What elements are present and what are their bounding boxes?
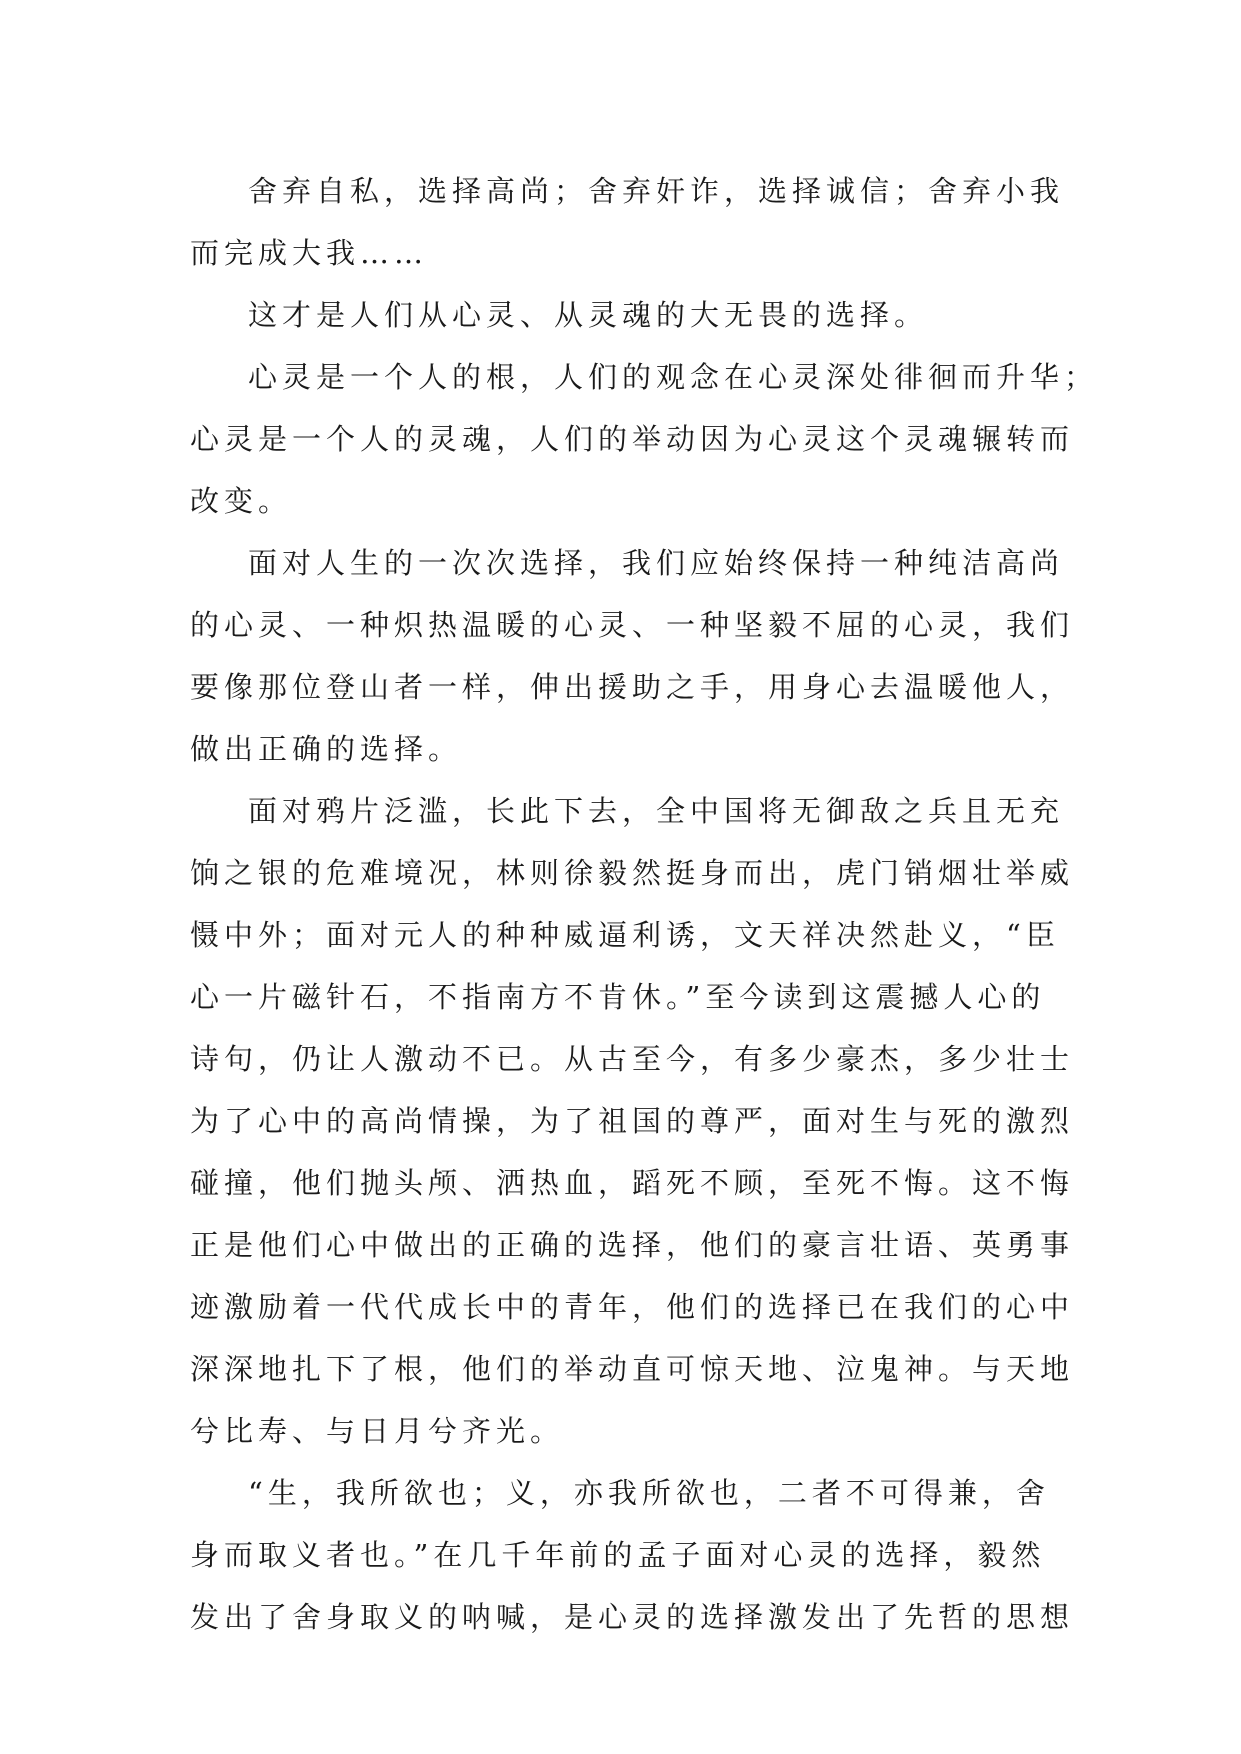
- paragraph-5: [190, 780, 1075, 1462]
- paragraph-line: 面对人生的一次次选择，我们应始终保持一种纯洁高尚: [248, 546, 1065, 580]
- paragraph-line: 这才是人们从心灵、从灵魂的大无畏的选择。: [248, 298, 929, 332]
- paragraph-6: [190, 1462, 1075, 1648]
- paragraph-line: 舍弃自私，选择高尚；舍弃奸诈，选择诚信；舍弃小我: [248, 174, 1065, 208]
- paragraph-line: 为了心中的高尚情操，为了祖国的尊严，面对生与死的激烈: [190, 1104, 1075, 1138]
- paragraph-line: 兮比寿、与日月兮齐光。: [190, 1414, 565, 1448]
- paragraph-line: 改变。: [190, 484, 293, 518]
- paragraph-line: 面对鸦片泛滥，长此下去，全中国将无御敌之兵且无充: [248, 794, 1065, 828]
- paragraph-4: [190, 532, 1075, 780]
- paragraph-line: 心一片磁针石，不指南方不肯休。”至今读到这震撼人心的: [190, 980, 1046, 1014]
- paragraph-line: 做出正确的选择。: [190, 732, 463, 766]
- paragraph-line: 心灵是一个人的根，人们的观念在心灵深处徘徊而升华；: [248, 360, 1099, 394]
- paragraph-line: 饷之银的危难境况，林则徐毅然挺身而出，虎门销烟壮举威: [190, 856, 1075, 890]
- paragraph-line: 正是他们心中做出的正确的选择，他们的豪言壮语、英勇事: [190, 1228, 1075, 1262]
- paragraph-line: 碰撞，他们抛头颅、洒热血，蹈死不顾，至死不悔。这不悔: [190, 1166, 1075, 1200]
- paragraph-3: [190, 346, 1099, 532]
- paragraph-1: [190, 160, 1065, 284]
- paragraph-line: 迹激励着一代代成长中的青年，他们的选择已在我们的心中: [190, 1290, 1075, 1324]
- paragraph-line: 而完成大我……: [190, 236, 429, 270]
- paragraph-line: 心灵是一个人的灵魂，人们的举动因为心灵这个灵魂辗转而: [190, 422, 1075, 456]
- document-body: [190, 160, 1099, 1648]
- paragraph-line: “生，我所欲也；义，亦我所欲也，二者不可得兼，舍: [248, 1476, 1050, 1510]
- paragraph-line: 深深地扎下了根，他们的举动直可惊天地、泣鬼神。与天地: [190, 1352, 1075, 1386]
- paragraph-2: [190, 284, 1050, 346]
- paragraph-line: 慑中外；面对元人的种种威逼利诱，文天祥决然赴义，“臣: [190, 918, 1060, 952]
- paragraph-line: 的心灵、一种炽热温暖的心灵、一种坚毅不屈的心灵，我们: [190, 608, 1075, 642]
- paragraph-line: 发出了舍身取义的呐喊，是心灵的选择激发出了先哲的思想: [190, 1600, 1075, 1634]
- paragraph-line: 诗句，仍让人激动不已。从古至今，有多少豪杰，多少壮士: [190, 1042, 1075, 1076]
- paragraph-line: 身而取义者也。”在几千年前的孟子面对心灵的选择，毅然: [190, 1538, 1046, 1572]
- paragraph-line: 要像那位登山者一样，伸出援助之手，用身心去温暖他人，: [190, 670, 1075, 704]
